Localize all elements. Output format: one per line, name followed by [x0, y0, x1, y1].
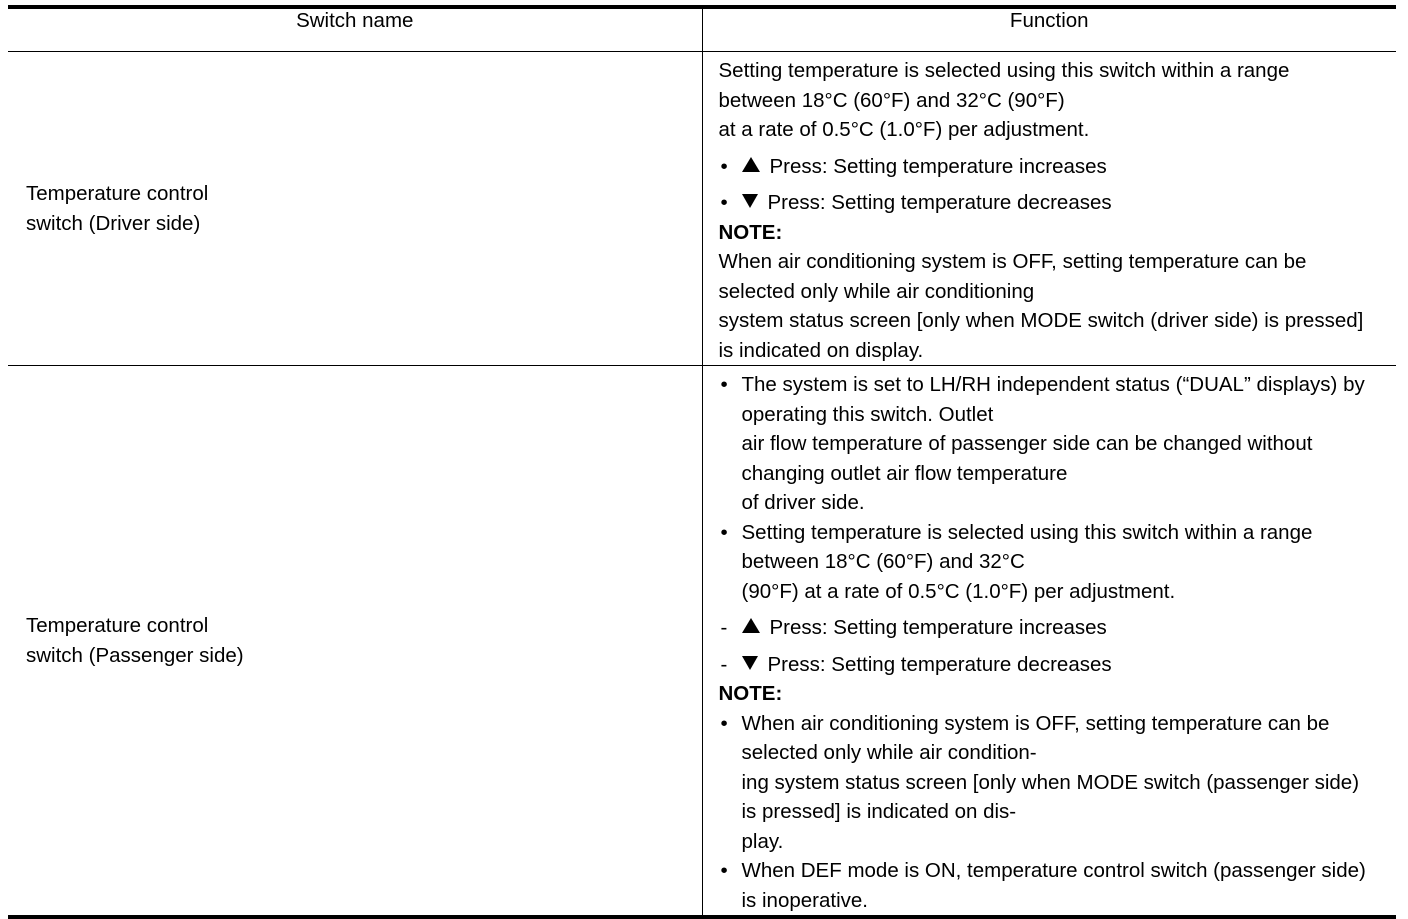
- list-item-text: (90°F) at a rate of 0.5°C (1.0°F) per adjustment.: [741, 579, 1176, 603]
- list-item-text: play.: [741, 829, 784, 853]
- switch-function-table: [8, 5, 1396, 919]
- note-text: system status screen [only when MODE switch (driver side) is pressed] is indicated on display.: [718, 309, 1364, 362]
- list-item: [719, 613, 1369, 643]
- dash-marker: -: [720, 652, 728, 676]
- list-item-text: ing system status screen [only when MODE switch (passenger side) is pressed] is indicated on dis-: [741, 770, 1360, 823]
- list-item: [719, 856, 1369, 915]
- function-cell: [702, 52, 1396, 366]
- bullet-marker: •: [720, 154, 728, 178]
- function-cell: [702, 366, 1396, 918]
- switch-name-line: Temperature control: [26, 613, 209, 637]
- switch-name-cell: [8, 52, 702, 366]
- list-item-text: When air conditioning system is OFF, setting temperature can be selected only while air condition-: [741, 711, 1330, 764]
- list-item: [719, 709, 1369, 857]
- list-item-text: When DEF mode is ON, temperature control switch (passenger side) is inoperative.: [741, 859, 1366, 912]
- list-item-text: air flow temperature of passenger side can be changed without changing outlet air flow temperature: [741, 432, 1313, 485]
- switch-name-cell: [8, 366, 702, 918]
- list-item-text: of driver side.: [741, 491, 865, 514]
- note-label: NOTE:: [718, 682, 783, 705]
- table-header-row: [8, 7, 1396, 52]
- switch-name-line: switch (Passenger side): [26, 643, 244, 667]
- bullet-marker: •: [720, 711, 728, 735]
- list-item-text: Setting temperature is selected using this switch within a range between 18°C (60°F) and 32°C: [741, 520, 1313, 573]
- header-function: Function: [702, 7, 1396, 52]
- bullet-marker: •: [720, 859, 728, 882]
- dash-marker: -: [720, 616, 728, 639]
- list-item: [719, 188, 1369, 218]
- triangle-down-icon: [742, 656, 758, 670]
- switch-name-line: Temperature control: [26, 181, 209, 205]
- bullet-marker: •: [720, 191, 728, 214]
- list-item-text: The system is set to LH/RH independent status (“DUAL” displays) by operating this switch. Outlet: [741, 373, 1365, 426]
- list-item: [719, 518, 1369, 607]
- note-text: When air conditioning system is OFF, setting temperature can be selected only while air conditioning: [718, 250, 1307, 303]
- list-item-text: Press: Setting temperature increases: [769, 616, 1107, 639]
- note-label: NOTE:: [718, 220, 783, 244]
- list-item: [719, 370, 1369, 518]
- switch-name-line: switch (Driver side): [26, 211, 201, 235]
- bullet-marker: •: [720, 373, 728, 396]
- header-switch-name: Switch name: [8, 7, 702, 52]
- list-item: [719, 152, 1369, 182]
- list-item-text: Press: Setting temperature decreases: [767, 652, 1112, 676]
- list-item-text: Press: Setting temperature increases: [769, 154, 1107, 178]
- function-text: Setting temperature is selected using this switch within a range between 18°C (60°F) and 32°C (90°F): [718, 59, 1290, 112]
- table-row: [8, 52, 1396, 366]
- list-item-text: Press: Setting temperature decreases: [767, 191, 1112, 214]
- list-item: [719, 650, 1369, 680]
- function-text: at a rate of 0.5°C (1.0°F) per adjustment.: [718, 118, 1090, 141]
- triangle-up-icon: [742, 618, 760, 633]
- table-row: [8, 366, 1396, 918]
- bullet-marker: •: [720, 520, 728, 544]
- triangle-up-icon: [742, 157, 760, 172]
- triangle-down-icon: [742, 194, 758, 208]
